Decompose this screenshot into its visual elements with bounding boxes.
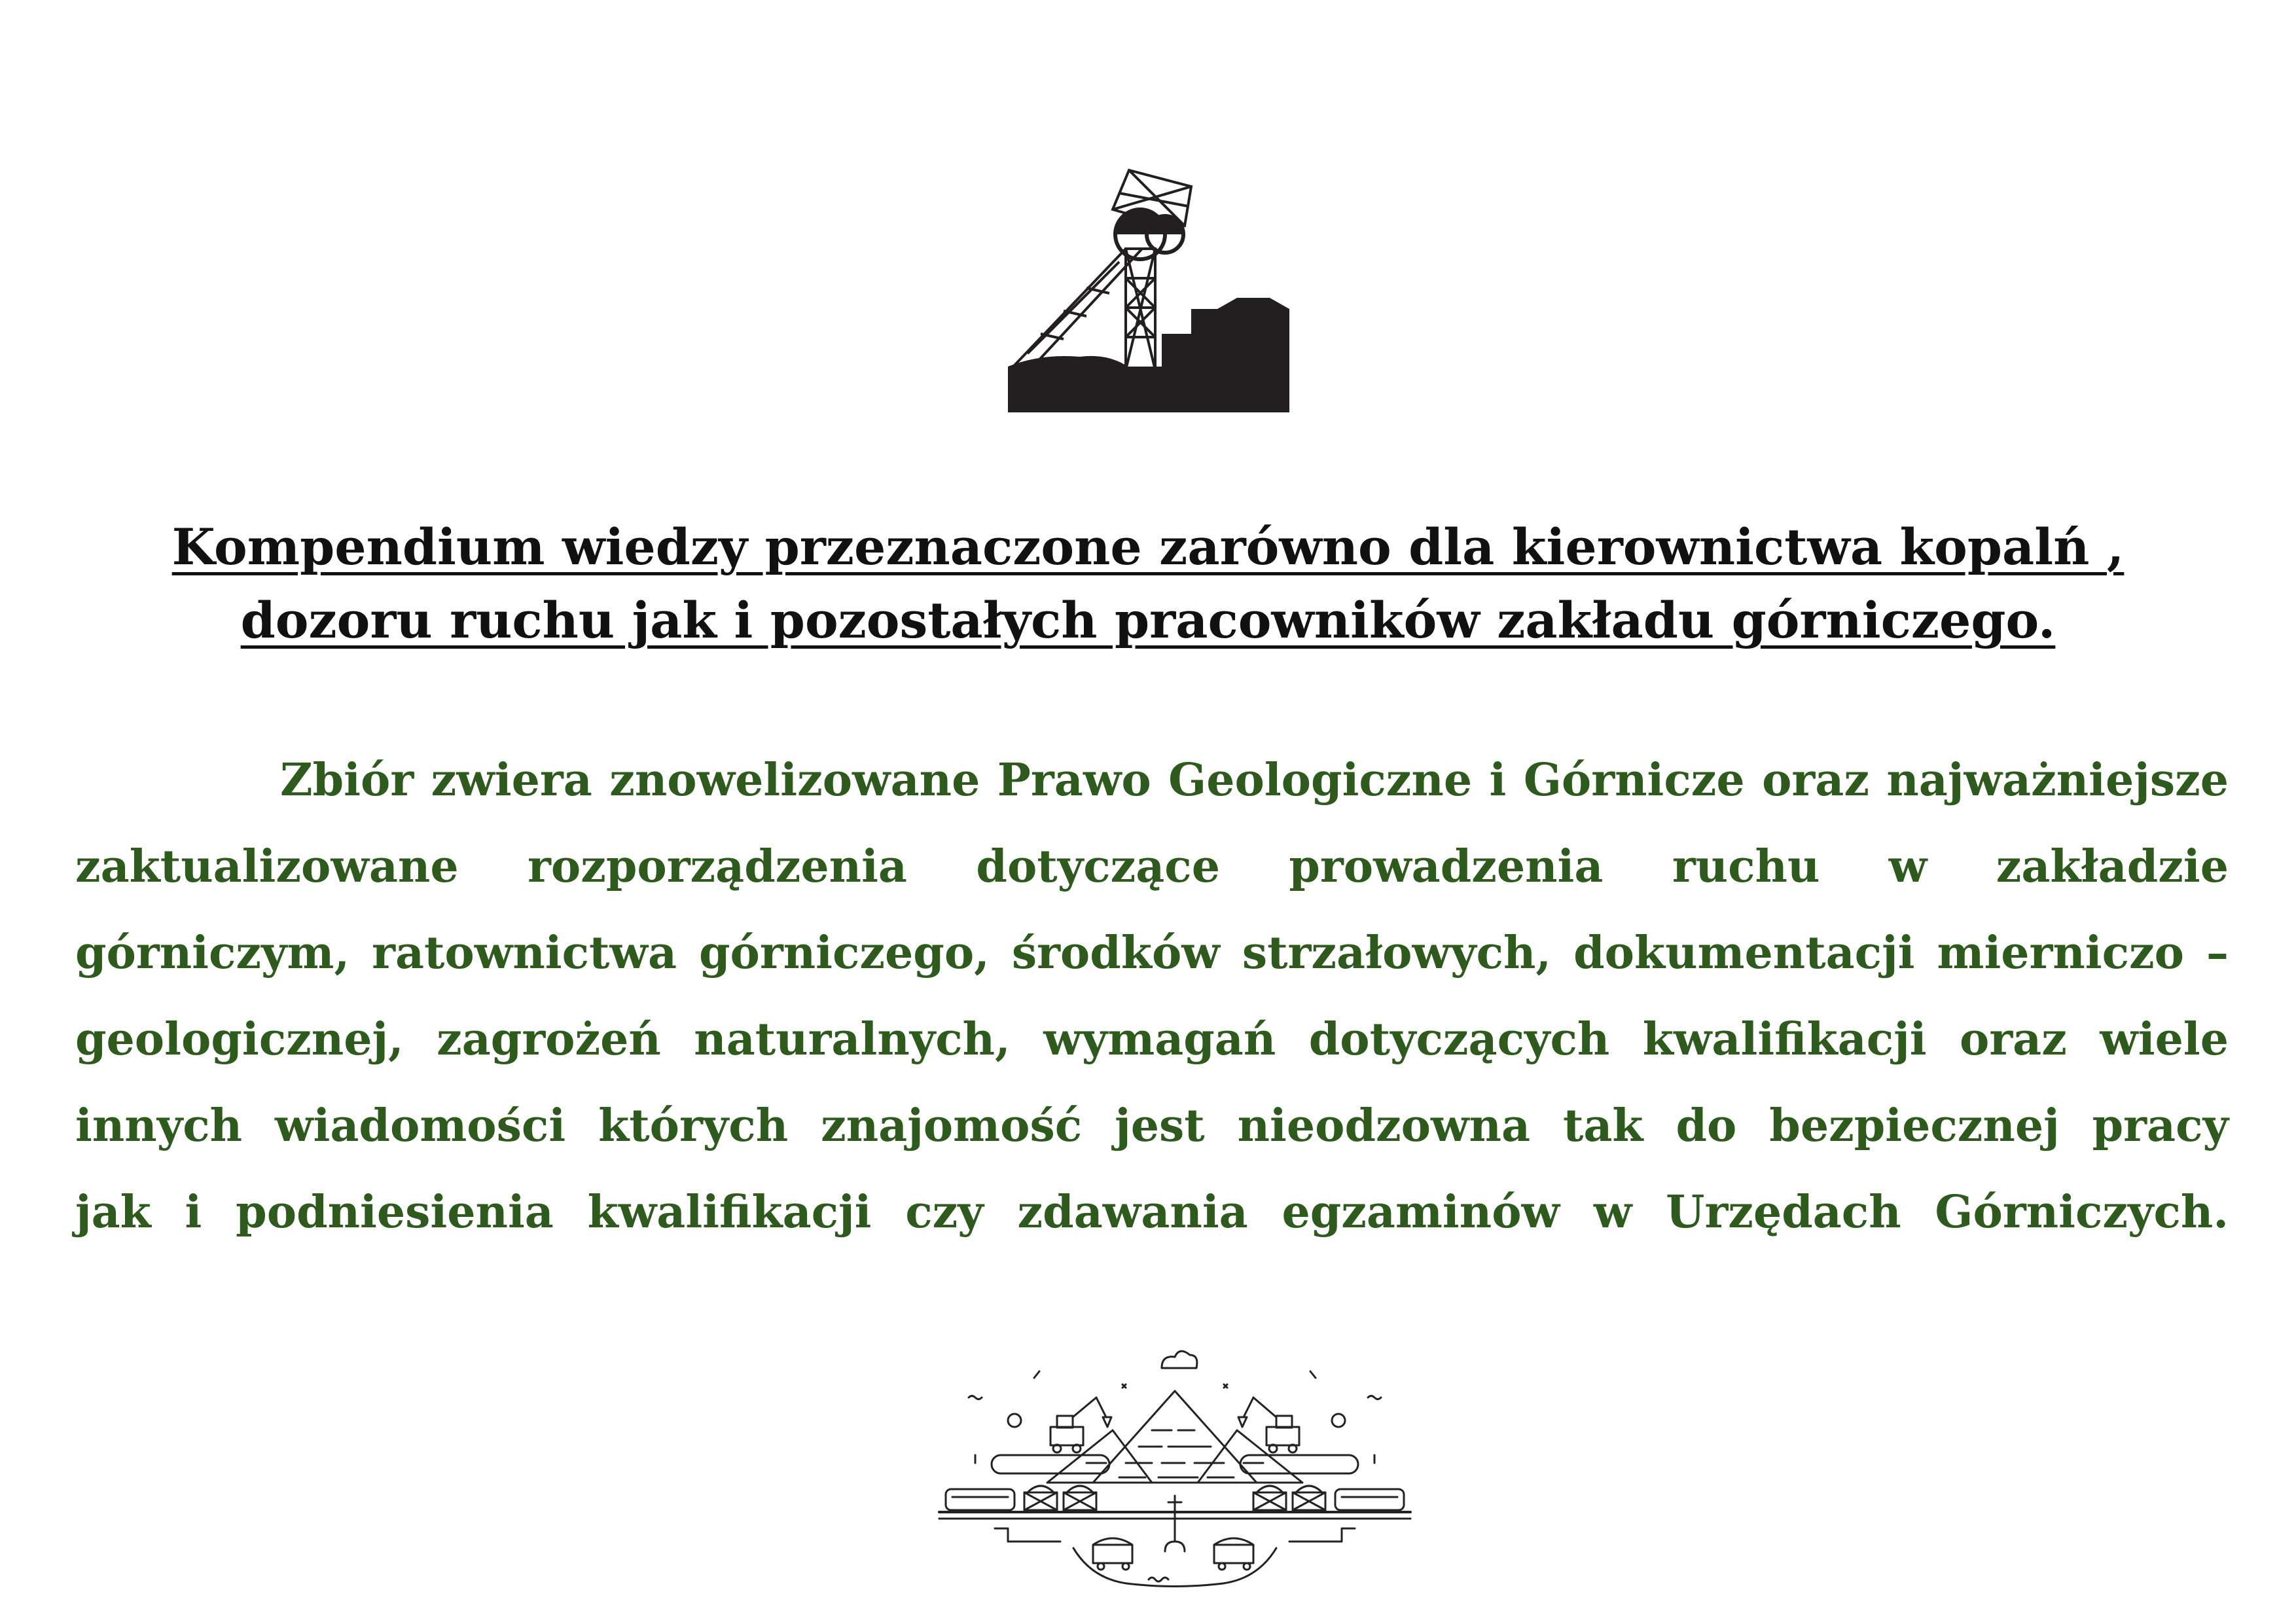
paragraph-line: górniczym, ratownictwa górniczego, środków strzałowych, dokumentacji mierniczo – <box>75 927 2229 979</box>
paragraph-line: jak i podniesienia kwalifikacji czy zdawania egzaminów w Urzędach Górniczych. <box>75 1186 2229 1238</box>
heading-line-1: Kompendium wiedzy przeznaczone zarówno dla kierownictwa kopalń , <box>171 518 2125 576</box>
paragraph-line: Zbiór zwiera znowelizowane Prawo Geologiczne i Górnicze oraz najważniejsze <box>280 754 2229 806</box>
mine-headframe-icon <box>1001 157 1296 412</box>
paragraph-line: geologicznej, zagrożeń naturalnych, wymagań dotyczących kwalifikacji oraz wiele <box>75 1013 2229 1066</box>
document-heading <box>79 511 2217 657</box>
heading-line-2: dozoru ruchu jak i pozostałych pracowników zakładu górniczego. <box>240 591 2056 649</box>
paragraph-line: innych wiadomości których znajomość jest nieodzowna tak do bezpiecznej pracy <box>75 1100 2229 1152</box>
paragraph-line: zaktualizowane rozporządzenia dotyczące prowadzenia ruchu w zakładzie <box>75 840 2229 893</box>
description-paragraph <box>75 737 2229 1255</box>
mining-industry-illustration <box>936 1332 1414 1594</box>
